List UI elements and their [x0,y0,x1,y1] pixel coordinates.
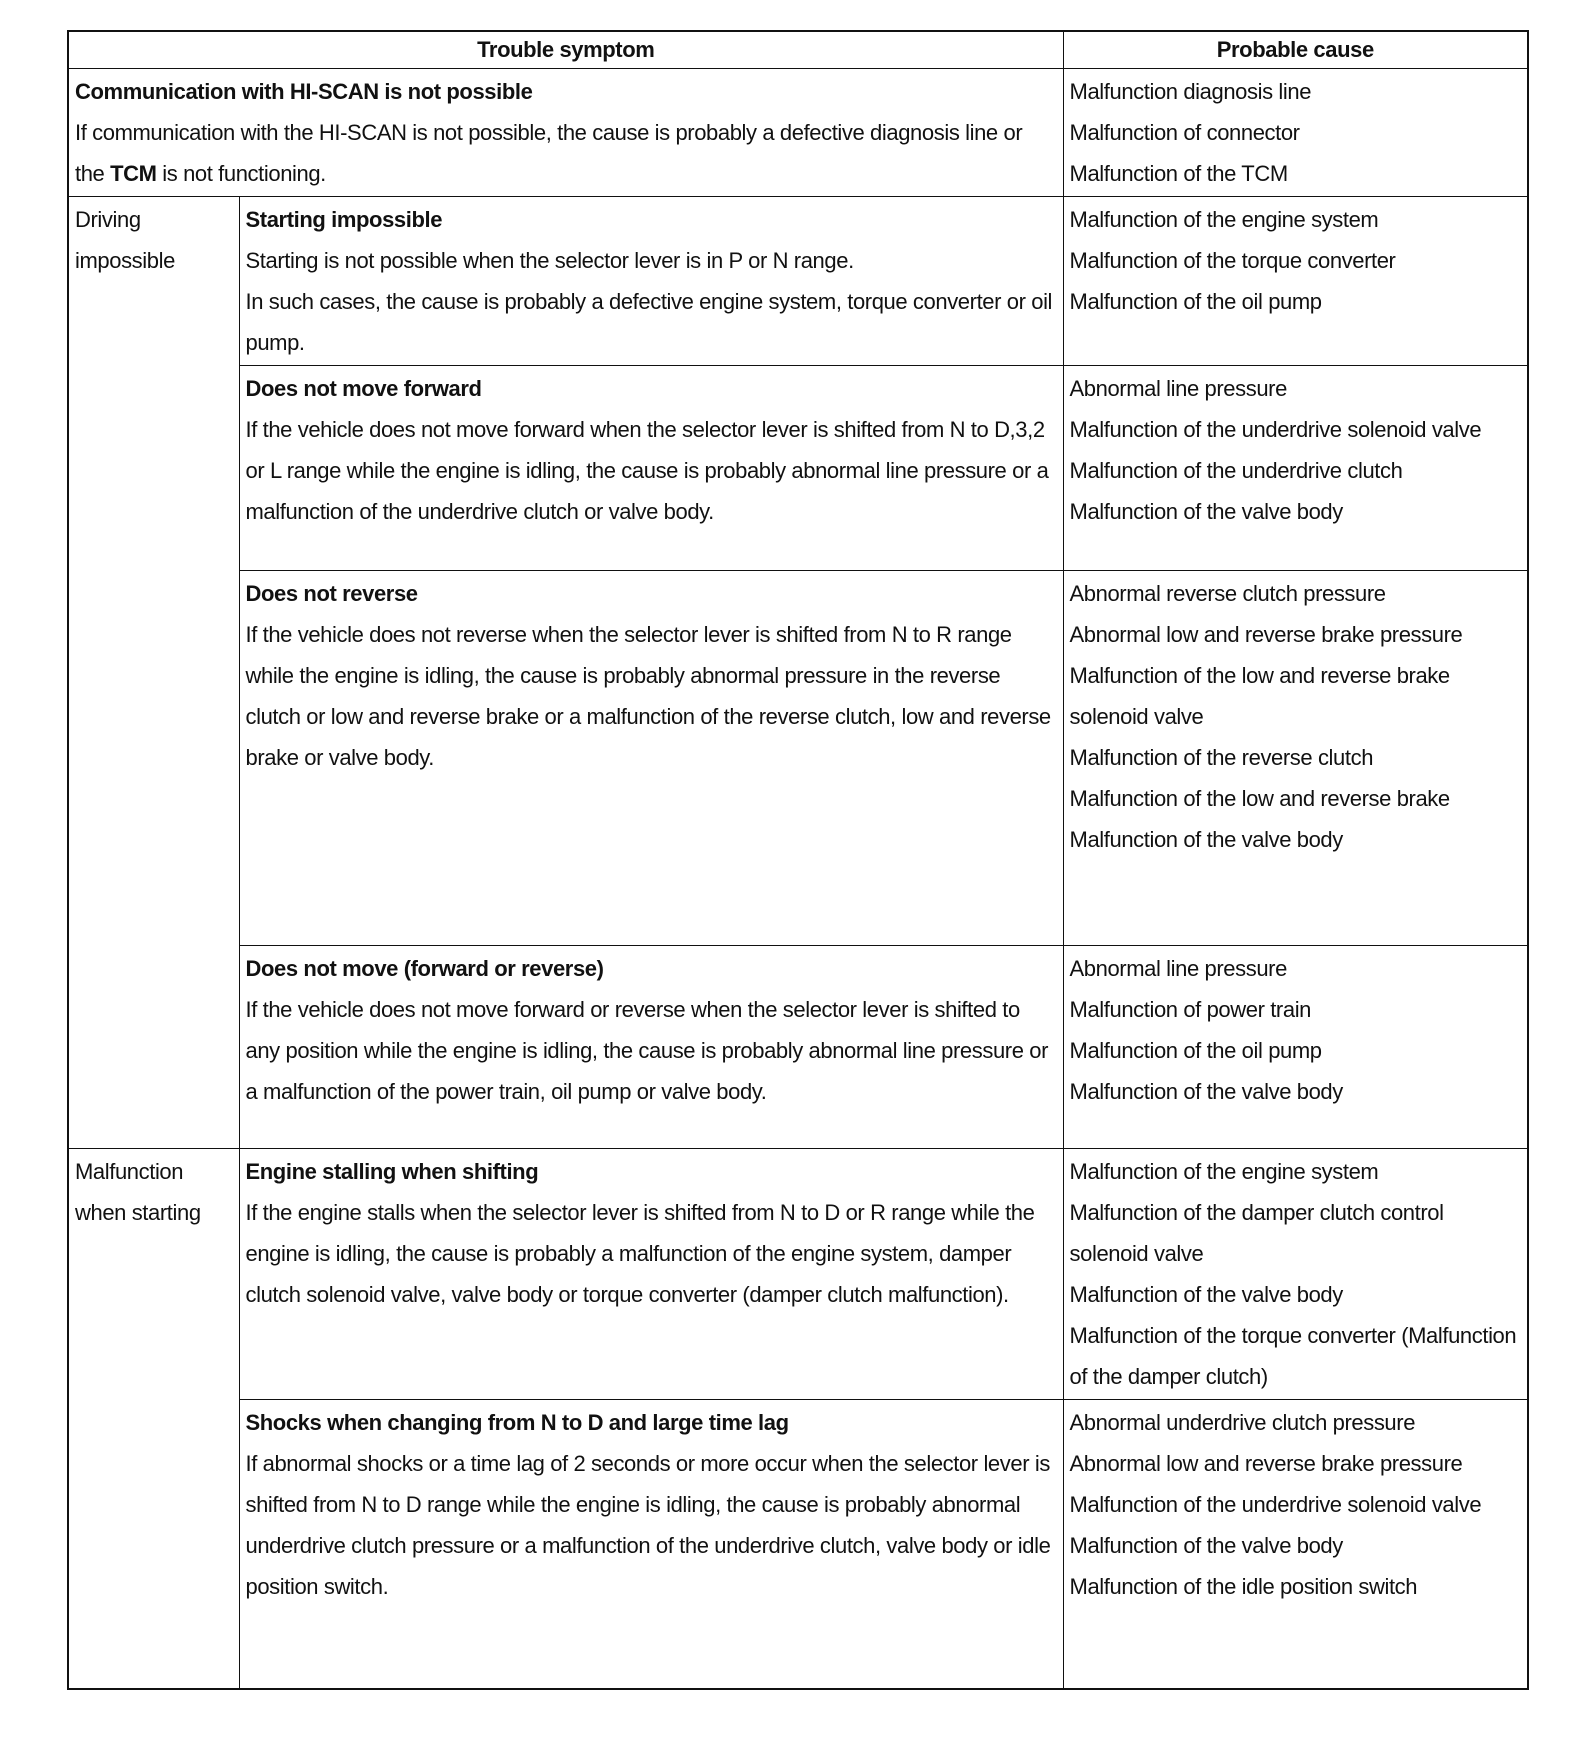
table-row [68,69,1528,197]
symptom-cell [239,946,1063,1149]
symptom-desc: If the vehicle does not move forward when the selector lever is shifted from N to D,3,2 or L range while the engine is idling, the cause is probably abnormal line pressure or a malfunction of the underdrive clutch or valve body. [245,417,1049,524]
table-row [68,571,1528,946]
symptom-cell [239,571,1063,946]
symptom-desc: If the vehicle does not move forward or reverse when the selector lever is shifted to any position while the engine is idling, the cause is probably abnormal line pressure or a malfunction of the power train, oil pump or valve body. [245,997,1049,1104]
table-row [68,1400,1528,1689]
category-cell: Malfunction when starting [68,1149,239,1689]
cause-item: Malfunction of the oil pump [1069,289,1322,314]
cause-item: Malfunction of the idle position switch [1069,1574,1418,1599]
cause-item: Malfunction of the underdrive solenoid valve [1069,417,1482,442]
cause-item: Malfunction of the valve body [1069,1533,1343,1558]
cause-item: Malfunction of the oil pump [1069,1038,1322,1063]
header-cause: Probable cause [1063,31,1528,69]
cause-item: Malfunction of power train [1069,997,1312,1022]
table-row [68,197,1528,366]
symptom-desc: Starting is not possible when the selector lever is in P or N range. [245,248,854,273]
cause-cell [1063,69,1528,197]
cause-item: Malfunction of the engine system [1069,207,1379,232]
symptom-title: Does not move (forward or reverse) [245,956,604,981]
symptom-cell [239,1149,1063,1400]
table-row [68,366,1528,571]
cause-item: Abnormal line pressure [1069,956,1287,981]
cause-cell [1063,1149,1528,1400]
symptom-cell [239,1400,1063,1689]
cause-item: Malfunction of the underdrive clutch [1069,458,1403,483]
cause-item: Malfunction of the valve body [1069,499,1343,524]
cause-item: Malfunction of the low and reverse brake [1069,786,1450,811]
cause-item: Abnormal line pressure [1069,376,1287,401]
cause-item: Malfunction of the torque converter [1069,248,1396,273]
cause-item: Abnormal low and reverse brake pressure [1069,1451,1463,1476]
table-row [68,946,1528,1149]
symptom-title: Communication with HI-SCAN is not possible [75,79,533,104]
cause-cell [1063,571,1528,946]
cause-cell [1063,366,1528,571]
symptom-desc: In such cases, the cause is probably a defective engine system, torque converter or oil pump. [245,289,1053,355]
cause-cell [1063,197,1528,366]
cause-item: Abnormal low and reverse brake pressure [1069,622,1463,647]
cause-item: Malfunction of the TCM [1069,161,1288,186]
cause-item: Malfunction of the damper clutch control solenoid valve [1069,1200,1444,1266]
cause-item: Malfunction of the valve body [1069,1282,1343,1307]
symptom-desc: If abnormal shocks or a time lag of 2 seconds or more occur when the selector lever is shifted from N to D range while the engine is idling, the cause is probably abnormal underdrive clutch pressure or a malfunction of the underdrive clutch, valve body or idle position switch. [245,1451,1051,1599]
cause-item: Malfunction of the reverse clutch [1069,745,1374,770]
header-row [68,31,1528,69]
cause-cell [1063,946,1528,1149]
symptom-cell [239,366,1063,571]
header-symptom: Trouble symptom [68,31,1063,69]
symptom-title: Does not reverse [245,581,418,606]
cause-item: Malfunction of the valve body [1069,827,1343,852]
cause-item: Abnormal underdrive clutch pressure [1069,1410,1416,1435]
symptom-title: Shocks when changing from N to D and large time lag [245,1410,789,1435]
cause-item: Malfunction of the valve body [1069,1079,1343,1104]
symptom-title: Does not move forward [245,376,482,401]
category-cell: Driving impossible [68,197,239,1149]
symptom-cell [68,69,1063,197]
cause-item: Malfunction of the low and reverse brake solenoid valve [1069,663,1450,729]
cause-item: Malfunction of the underdrive solenoid valve [1069,1492,1482,1517]
symptom-desc: If the engine stalls when the selector lever is shifted from N to D or R range while the engine is idling, the cause is probably a malfunction of the engine system, damper clutch solenoid valve, valve body or torque converter (damper clutch malfunction). [245,1200,1035,1307]
symptom-desc: If the vehicle does not reverse when the selector lever is shifted from N to R range while the engine is idling, the cause is probably abnormal pressure in the reverse clutch or low and reverse brake or a malfunction of the reverse clutch, low and reverse brake or valve body. [245,622,1051,770]
cause-item: Malfunction of connector [1069,120,1300,145]
symptom-title: Starting impossible [245,207,443,232]
symptom-cell [239,197,1063,366]
cause-cell [1063,1400,1528,1689]
symptom-desc-end: is not functioning. [156,161,326,186]
symptom-desc: If communication with the HI-SCAN is not possible, the cause is probably a defective diagnosis line or the [75,120,1023,186]
cause-item: Abnormal reverse clutch pressure [1069,581,1386,606]
cause-item: Malfunction diagnosis line [1069,79,1312,104]
cause-item: Malfunction of the torque converter (Malfunction of the damper clutch) [1069,1323,1517,1389]
troubleshooting-table [67,30,1529,1690]
symptom-title: Engine stalling when shifting [245,1159,539,1184]
cause-item: Malfunction of the engine system [1069,1159,1379,1184]
table-row [68,1149,1528,1400]
tcm-term: TCM [110,161,157,186]
